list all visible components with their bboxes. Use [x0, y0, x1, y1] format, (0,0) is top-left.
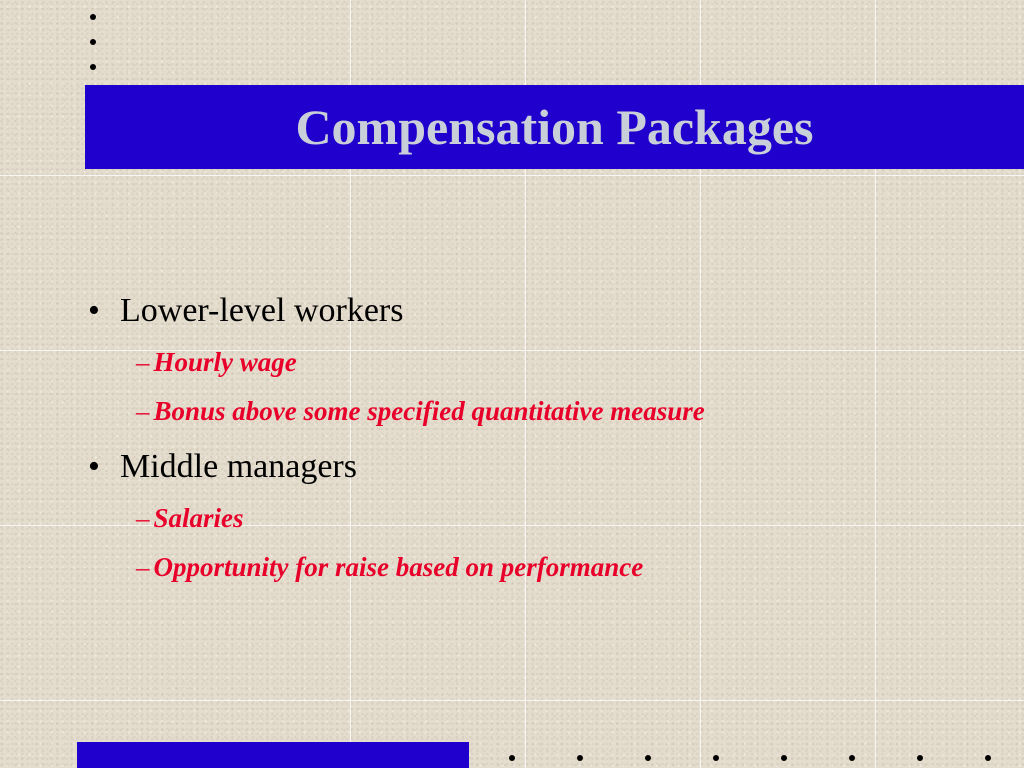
decorative-dot: [713, 755, 719, 761]
grid-line: [0, 700, 1024, 701]
grid-line: [0, 175, 1024, 176]
bullet-label: Middle managers: [120, 448, 357, 485]
bullet-mark: •: [88, 448, 100, 485]
decorative-dot: [90, 39, 96, 45]
decorative-dot: [849, 755, 855, 761]
sub-item-label: Bonus above some specified quantitative measure: [153, 396, 705, 426]
sub-item: [136, 503, 244, 534]
sub-item: [136, 396, 705, 427]
dash-mark: –: [136, 503, 150, 533]
slide-title: Compensation Packages: [295, 99, 814, 155]
sub-item-label: Opportunity for raise based on performance: [153, 552, 644, 582]
dash-mark: –: [136, 396, 150, 426]
decorative-dot: [90, 64, 96, 70]
sub-item: [136, 347, 297, 378]
decorative-dot: [985, 755, 991, 761]
bullet-label: Lower-level workers: [120, 292, 404, 329]
bottom-bar: [77, 742, 469, 768]
bullet-item: [88, 448, 357, 486]
decorative-dot: [917, 755, 923, 761]
bullet-mark: •: [88, 292, 100, 329]
sub-item-label: Salaries: [153, 503, 244, 533]
sub-item-label: Hourly wage: [153, 347, 297, 377]
decorative-dot: [509, 755, 515, 761]
decorative-dot: [645, 755, 651, 761]
dash-mark: –: [136, 347, 150, 377]
decorative-dot: [90, 14, 96, 20]
bullet-item: [88, 292, 404, 330]
decorative-dot: [577, 755, 583, 761]
sub-item: [136, 552, 643, 583]
decorative-dot: [781, 755, 787, 761]
dash-mark: –: [136, 552, 150, 582]
